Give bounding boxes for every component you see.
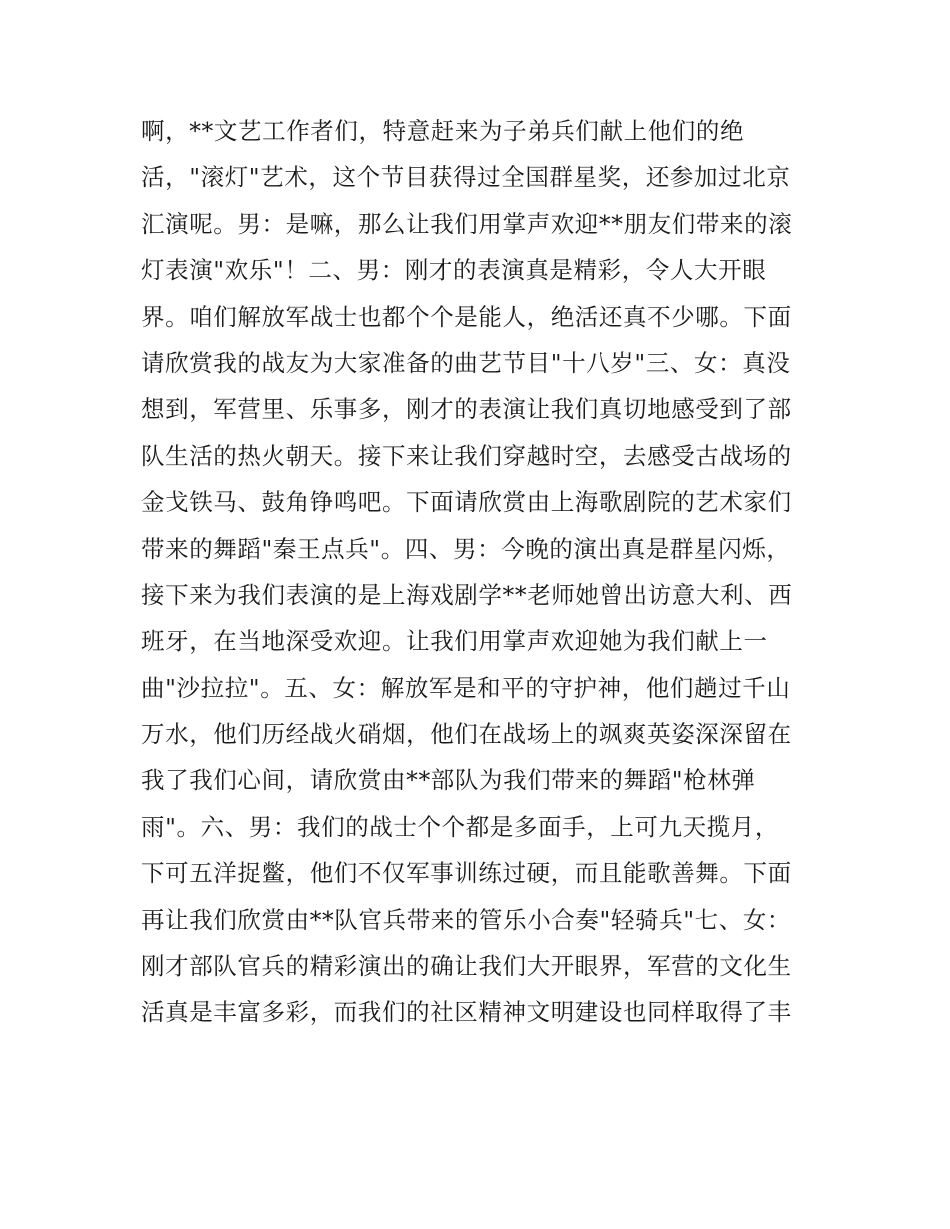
text-line: 雨"。六、男：我们的战士个个都是多面手，上可九天揽月， [141,812,780,841]
text-line: 曲"沙拉拉"。五、女：解放军是和平的守护神，他们趟过千山 [141,673,791,702]
text-line: 啊，**文艺工作者们，特意赶来为子弟兵们献上他们的绝 [141,117,745,145]
text-line: 活真是丰富多彩，而我们的社区精神文明建设也同样取得了丰 [141,998,792,1027]
text-line: 想到，军营里、乐事多，刚才的表演让我们真切地感受到了部 [141,395,792,424]
text-line: 汇演呢。男：是嘛，那么让我们用掌声欢迎**朋友们带来的滚 [141,209,793,238]
text-line: 灯表演"欢乐"！二、男：刚才的表演真是精彩，令人大开眼 [141,256,767,285]
text-line: 下可五洋捉鳖，他们不仅军事训练过硬，而且能歌善舞。下面 [141,859,792,888]
text-line: 班牙，在当地深受欢迎。让我们用掌声欢迎她为我们献上一 [141,627,768,656]
text-line: 带来的舞蹈"秦王点兵"。四、男：今晚的演出真是群星闪烁， [141,534,791,563]
text-line: 再让我们欣赏由**队官兵带来的管乐小合奏"轻骑兵"七、女： [141,905,792,934]
text-line: 刚才部队官兵的精彩演出的确让我们大开眼界，军营的文化生 [141,952,792,981]
text-line: 队生活的热火朝天。接下来让我们穿越时空，去感受古战场的 [141,441,792,470]
body-text [141,108,821,1036]
text-line: 活，"滚灯"艺术，这个节目获得过全国群星奖，还参加过北京 [141,163,791,192]
text-line: 界。咱们解放军战士也都个个是能人，绝活还真不少哪。下面 [141,302,792,331]
text-line: 金戈铁马、鼓角铮鸣吧。下面请欣赏由上海歌剧院的艺术家们 [141,488,792,517]
text-line: 万水，他们历经战火硝烟，他们在战场上的飒爽英姿深深留在 [141,720,792,749]
text-line: 接下来为我们表演的是上海戏剧学**老师她曾出访意大利、西 [141,580,793,609]
text-line: 我了我们心间，请欣赏由**部队为我们带来的舞蹈"枪林弹 [141,766,756,795]
text-line: 请欣赏我的战友为大家准备的曲艺节目"十八岁"三、女：真没 [141,348,791,377]
